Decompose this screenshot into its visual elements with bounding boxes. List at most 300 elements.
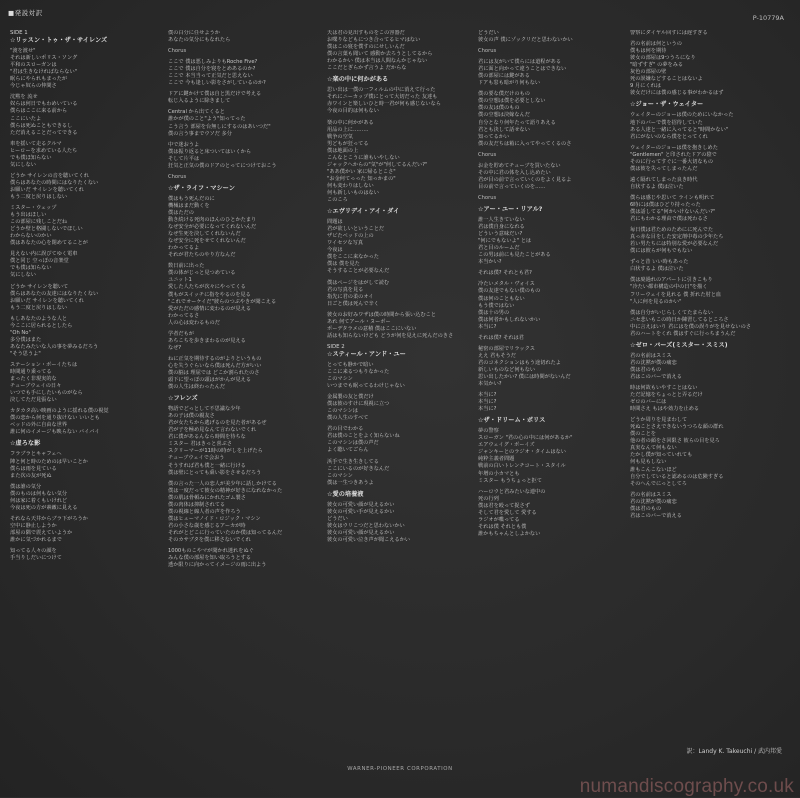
lyric-line: いつまでも眠ってるわけじゃない: [327, 383, 405, 390]
lyric-line: なぜ?: [168, 344, 182, 351]
lyric-line: ワイセツな写真: [327, 240, 364, 247]
chorus-marker: Chorus: [478, 194, 497, 201]
lyric-line: "これでオーケイだ"彼らのつぶやきが聞こえる: [168, 298, 277, 305]
chorus-marker: Chorus: [168, 48, 187, 55]
lyric-line: 時間通り乗ってる: [10, 369, 52, 376]
lyric-line: 話はも知らないけども どうが何を見えに死んだのきさ: [327, 332, 454, 339]
lyric-line: 何も見もしない: [630, 459, 667, 466]
lyric-line: 僕らは雨を見ている: [10, 465, 57, 472]
lyric-line: 楽の中に何かがある: [327, 119, 374, 126]
lyric-line: お願いだ サイレンを聴いてくれ: [10, 186, 84, 193]
catalog-number: P-10779A: [752, 14, 784, 22]
lyric-line: ただ消えることだってできる: [10, 129, 78, 136]
lyric-line: 僕の白分に任せようか: [168, 30, 220, 36]
lyric-line: お願いだ サイレンを聴いてくれ: [10, 297, 84, 304]
lyric-line: もう出はほしい: [10, 212, 47, 219]
lyric-line: ジャンキーとのラジオ・タイムはない: [478, 449, 566, 456]
lyric-line: 頭下に望っぽの頭はがかんが見える: [168, 377, 252, 384]
lyric-line: 金属製の友と僕だけ: [327, 394, 374, 401]
lyric-line: 誰かもちゃんとしよかない: [478, 530, 541, 537]
lyric-line: 赤ワインと楽しいひと時一君が何も感じないなら: [327, 101, 441, 108]
lyric-line: 僕らはここに来る前から: [10, 108, 68, 115]
lyric-line: ここで 今も逢しい影をさがしているのか?: [168, 80, 266, 87]
lyric-line: 僕もは何を期待: [630, 48, 667, 55]
lyric-line: 車を揺いて走るクルマ: [10, 140, 62, 147]
lyric-line: どうか周りを見まわして: [630, 417, 688, 424]
lyric-line: このころ: [327, 197, 348, 204]
lyric-line: 遠く隔れてしまった良き時代: [630, 176, 698, 183]
lyric-line: 君のコネクションはもう途切れたよ: [478, 359, 561, 366]
lyric-line: "暗ずすぎ" の夢をみる: [630, 62, 684, 69]
lyric-line: ここで 僕は自分を寝をとめあるのか?: [168, 66, 256, 73]
lyric-line: こんなとこうに誰もいやしない: [327, 154, 400, 161]
lyric-line: 僕の肌は骨頓みにかれたゴム製さ: [168, 494, 246, 501]
lyric-line: 若い男たちには特別な愛が必要なんだ: [630, 241, 719, 248]
lyric-line: 自分となり何年たって語りあえる: [478, 119, 556, 126]
lyric-line: チューブウェイで会おう: [168, 455, 225, 462]
lyric-line: 僕の友だちは箱に入ってやってくるのさ: [478, 140, 572, 147]
lyric-line: ここにいたよ: [10, 115, 42, 122]
lyric-line: 僕の部屋には鍵がある: [478, 73, 530, 80]
lyric-line: 僕らはあなたの時間にはなりたくない: [10, 179, 99, 186]
lyric-line: "お金何てっった 知っかまの": [327, 175, 396, 182]
lyric-line: ベッドの外に自由な世界: [10, 422, 68, 429]
lyric-line: 君の名前はスミス: [630, 491, 672, 498]
lyric-line: 僕の肉体は抑制されてる: [168, 501, 226, 508]
lyric-line: 死の誤嫌などすることはないよ: [630, 76, 703, 83]
song-title: ☆ザ・ライフ・マシーン: [168, 184, 235, 192]
lyric-line: ドアも窓も暗がり何もない: [478, 80, 541, 87]
lyric-line: 秘密の部屋でリラックス: [478, 345, 535, 352]
lyric-line: 9 月にくれは: [630, 83, 661, 90]
lyric-line: ゼロのバーには: [630, 399, 667, 406]
lyric-line: 僕は何のこともない: [478, 295, 525, 302]
lyric-line: ええ 君もそうだ: [478, 352, 516, 359]
lyric-line: 僕は何者かもしれないかい: [478, 316, 541, 323]
lyric-line: あなたの気分にもなれたら: [168, 37, 231, 44]
lyric-line: このマシンは: [327, 408, 358, 415]
lyric-line: 僕はページをはがして読む: [327, 279, 390, 286]
lyric-line: 本気かい?: [478, 381, 502, 388]
lyric-line: どうだい: [478, 30, 499, 36]
lyric-line: 本当に?: [478, 406, 497, 413]
song-title: ☆愛の培養液: [327, 490, 364, 498]
lyric-line: よく聴いてごらん: [327, 447, 369, 454]
lyric-line: 僕は一度だって彼女の精神が好きになれなかった: [168, 487, 283, 494]
lyric-line: その中に君の体を入し込めたい: [478, 169, 551, 176]
lyric-line: スローガン "君の心の中には何があるか": [478, 435, 573, 442]
lyric-line: "Oh No": [10, 329, 31, 336]
lyric-line: 僕らは死ぬこともできるし: [10, 122, 73, 129]
lyric-line: お金を貯めてチューブを買いたない: [478, 162, 561, 169]
lyric-line: 僕は地面の上: [327, 147, 359, 154]
lyric-line: 僕は壁にとっても乗い影をさせるだろう: [168, 469, 262, 476]
lyric-line: 何も新しいものはない: [327, 189, 379, 196]
lyric-line: 中で迷おうよ: [168, 141, 200, 148]
lyric-line: ウェイターのジョーは僕を抱きしめた: [630, 144, 718, 151]
lyric-line: 本当かい?: [478, 259, 502, 266]
lyric-line: 奴らは何日でもわめいている: [10, 101, 78, 108]
lyric-line: 君はこのバーで消える: [630, 373, 682, 380]
lyric-line: "何にでもないよ" とは: [478, 238, 532, 245]
lyric-line: 日ごと僕は死んで辛く: [327, 300, 379, 307]
lyric-line: それは僕? それは君: [478, 334, 524, 341]
lyric-line: 用品の上に………: [327, 126, 369, 133]
lyric-line: 透か限りに向かってイメージの雨に出よう: [168, 562, 267, 569]
lyric-line: わかってるさ: [168, 312, 200, 319]
lyric-line: そして片平は: [168, 155, 200, 162]
lyric-line: 本当に?: [478, 399, 497, 406]
lyrics-column-2: [168, 30, 314, 569]
lyric-line: 僕はヒューマノイド・ロジック・マシン: [168, 515, 261, 522]
song-title: ☆ザ・ドリーム・ポリス: [478, 417, 546, 425]
lyric-line: 6時には僕はひどり持ったった: [630, 201, 701, 208]
lyric-line: 1000ものこやマが聞かれ迷れをぬぐ: [168, 548, 254, 555]
lyric-line: 僕はただの: [168, 209, 194, 216]
lyric-line: 知ってるかい: [478, 133, 510, 140]
lyric-line: 愛がただの感情に変わるのが見える: [168, 305, 252, 312]
lyric-line: 僕のものは何もない気分: [10, 490, 68, 497]
lyric-line: ねに正気を期待するのがよりというもの: [168, 355, 262, 362]
lyric-line: 平和のスローガンは: [10, 62, 57, 69]
lyric-line: もう二度と戻りはしない: [10, 193, 68, 200]
lyric-line: また次の友が死ぬ: [10, 472, 52, 479]
lyric-line: 機械はまだ動くを: [168, 202, 210, 209]
lyric-line: 白状するよ 僕は泣いた: [630, 266, 684, 273]
lyric-line: "そう思うよ": [10, 350, 41, 357]
lyric-line: この男は前にも見たことがある: [478, 252, 551, 259]
song-title: ☆虚ろな影: [10, 440, 41, 448]
chorus-marker: Chorus: [478, 151, 497, 158]
lyric-line: ジャックへからの"気"が"何してるんだい?": [327, 161, 428, 168]
lyric-line: 何も変わりはしない: [327, 182, 374, 189]
lyric-line: もう二度と戻りはしない: [10, 304, 68, 311]
lyric-line: 男どもが狂ってる: [327, 140, 369, 147]
lyric-line: 彼女の可愛い手が見えるかい: [327, 508, 395, 515]
song-title: ☆エヴリデイ・アイ・ダイ: [327, 208, 400, 216]
lyric-line: 手当りしだいにつけて: [10, 555, 62, 562]
lyric-line: 目の前で言っていくのを……: [478, 183, 546, 190]
lyric-line: ずっと昔 いい時もあった: [630, 259, 689, 266]
lyric-line: 僕の要な僕だけのもの: [478, 91, 530, 98]
lyric-line: ステーション・ボーイたちは: [10, 361, 78, 368]
lyric-line: ポーデタラメの意積 僕はここにいない: [327, 325, 417, 332]
lyric-line: 戦争の空気: [327, 133, 353, 140]
lyric-line: 彼女はウリこつだと思わないかい: [327, 522, 405, 529]
lyric-line: 天は君の見出すものをこの容器だ: [327, 30, 405, 36]
lyric-line: 僕の体がじっと見つめている: [168, 270, 236, 277]
lyric-line: それは僕? それとも君?: [478, 270, 532, 277]
lyric-line: 物語でどっとして不思議な少年: [168, 406, 241, 413]
lyric-line: 彼女の可愛い顔が見えるかい: [327, 529, 395, 536]
lyric-line: 地下のバーで僕を招待していた: [630, 119, 703, 126]
lyric-line: 君に面と向かって違うことはできない: [478, 66, 567, 73]
lyric-line: 多分僕はまた: [10, 336, 42, 343]
lyric-line: 空中に静止しようか: [10, 522, 57, 529]
lyric-line: 君が目の前で言っていくのをよく見るよ: [478, 176, 572, 183]
lyric-line: 君の小さな歳を感じるアーカが時: [168, 522, 246, 529]
lyric-line: 僕は廃過れのアパートに引きこもり: [630, 277, 713, 284]
lyric-line: わからないのかい: [10, 233, 52, 240]
lyric-line: 僕の言葉も聞いて 感動か去ろうとしてるから: [327, 51, 433, 58]
lyric-line: 君はこのバーで消える: [630, 512, 682, 519]
lyric-line: でも僕は知らない: [10, 265, 52, 272]
lyric-line: 浜手で生き生きしてる: [327, 458, 379, 465]
lyric-line: チューブウェイの日々: [10, 383, 62, 390]
lyric-line: 戦前の白いトレンチコート・スタイル: [478, 463, 566, 470]
lyric-line: 僕は彼を失ってしまったんだ: [630, 165, 698, 172]
lyric-line: "渡を渡せ": [10, 48, 36, 55]
lyric-line: 僕のことを: [630, 431, 656, 438]
lyric-line: そのカサブタを僕に移さないでくれ: [168, 537, 251, 543]
lyric-line: この部屋に残しことだね: [10, 219, 68, 226]
lyric-line: 本当に?: [478, 392, 497, 399]
lyric-line: 君のハートをくれ 僕はすぐに行っちまうんだ: [630, 330, 736, 337]
lyric-line: フリーウェイを見れる 僕 折れた肘と血: [630, 291, 722, 298]
lyric-line: 数日前に出った: [168, 263, 205, 270]
lyric-line: 彼女だけには僕の感じる事がわかるはず: [630, 90, 724, 97]
lyric-line: でも僕ほ知らない: [10, 154, 52, 161]
lyric-line: どうか壁と格闘しないでほしい: [10, 226, 83, 233]
lyric-line: 僕の言った一人の恋人が美少年に話しかけてる: [168, 480, 277, 487]
song-title: ☆楽の中に何かがある: [327, 76, 389, 84]
lyric-line: たかし僕が知っていれても: [630, 452, 693, 459]
lyric-line: もしあなたのような人と: [10, 315, 68, 322]
lyric-line: 誰かに気づかれるまで: [10, 537, 62, 543]
lyric-line: なぜ安全に死をせてくれないんだ: [168, 238, 246, 245]
lyric-line: 君には友がいて僕らには道程がある: [478, 59, 562, 66]
lyric-line: 動き続ける死肉のほんのひとかたまり: [168, 217, 257, 224]
lyric-line: いつでも手にしたいものがなら: [10, 390, 83, 397]
lyric-line: そうすることが必要なんだ: [327, 268, 390, 275]
lyric-line: どういう意味だい?: [478, 231, 523, 238]
lyric-line: スクリーマーが11時の時がしを上げたら: [168, 448, 263, 455]
lyric-line: 僕は彼のすけに現視に立つ: [327, 401, 390, 408]
lyric-line: 君の名前は何というの: [630, 41, 682, 48]
lyric-line: 僕はこの寝を僕すのにせしいんだ: [327, 44, 405, 51]
song-title: ☆スティール・アンド・ユー: [327, 350, 406, 358]
lyric-line: 中に言えはいり 君にはを僕の誤りがを見せないのさ: [630, 323, 751, 330]
lyric-line: それにニーカップ僕にとって大切だった 友達も: [327, 94, 438, 101]
lyric-line: 新しいものなど何もない: [478, 366, 536, 373]
lyric-line: ミスター もうちょっと拒て: [478, 477, 542, 484]
lyric-line: ユニット1: [168, 277, 192, 284]
lyric-line: 気にしない: [10, 272, 36, 279]
chorus-marker: Chorus: [168, 173, 187, 180]
lyric-line: 年増の小カマとも: [478, 470, 520, 477]
lyric-line: 見えない内に誤びてゆく電車: [10, 251, 78, 258]
lyric-line: 僕らは感じや思いて ラインも明れて: [630, 194, 715, 201]
lyric-line: 僕と同じ 空っぽの音楽堂: [10, 258, 69, 265]
lyric-line: 君の沈黙が僕の痛恋: [630, 498, 677, 505]
lyric-line: 僕の空想は僕を必要としない: [478, 98, 546, 105]
lyric-line: このマシン: [327, 376, 353, 383]
lyric-line: 僕は自分がいじらしくてたまらない: [630, 309, 714, 316]
lyric-line: なぜ生死を決してくれないんだ: [168, 231, 241, 238]
lyric-line: 思い出は一僕の一フィルムの中に消えて行った: [327, 87, 436, 94]
lyric-line: 僕は振り返ると床ついてはいくから: [168, 148, 252, 155]
lyric-line: ここで 僕は悪しみよりもRoche Five?: [168, 59, 258, 66]
lyric-line: 僕の人生は終わったんだ: [168, 384, 226, 391]
lyric-line: 学者だもが: [168, 330, 194, 337]
lyric-line: 君に僕があるんなら時間を待ちな: [168, 434, 246, 441]
lyric-line: 誰もこんこないほど: [630, 466, 677, 473]
lyric-line: あちこちを歩きまわるのが見える: [168, 337, 246, 344]
lyric-line: 君の写真を見る: [327, 286, 364, 293]
lyric-line: ここに来るつもりなかった: [327, 369, 390, 376]
lyric-line: お喋りなどもにつき合ってるヒマはない: [327, 37, 421, 44]
lyric-line: 僕は一生つきあうよ: [327, 479, 374, 486]
side-label: SIDE 2: [327, 343, 345, 350]
lyric-line: わかるかい 僕は本当は人間なんかじゃない: [327, 58, 428, 65]
side-label: SIDE 1: [10, 30, 28, 36]
lyric-line: 僕の友は僕のもの: [478, 105, 520, 112]
lyric-line: 僕をここに来なかった: [327, 254, 379, 261]
lyric-line: それなら天井からブラ下がろうか: [10, 515, 88, 522]
lyric-line: 指先に君の柔のオイ: [327, 293, 374, 300]
lyric-line: それは新しいポリス・ソング: [10, 55, 78, 62]
lyric-line: まったく非現実的な: [10, 376, 57, 383]
lyric-line: "ああ僕かい 家に帰るとこさ": [327, 168, 396, 175]
lyric-line: そのへんでにっとしてろ: [630, 480, 687, 487]
lyric-line: 真っ赤な目をした安定剤中毒の少年たち: [630, 234, 724, 241]
lyric-line: そうすれば君も僕と一緒に行ける: [168, 462, 246, 469]
lyric-line: 君の目でわかる: [327, 426, 364, 433]
lyric-line: 死ぬことさえできないうつろな顔の群れ: [630, 424, 724, 431]
lyric-line: そして君を愛して 愛する: [478, 509, 537, 516]
lyric-line: 僕の脳は 理屈では どこか割られたのさ: [168, 369, 260, 376]
lyrics-column-4: [478, 30, 624, 538]
lyric-line: 狂気と正気の僕のドアのとってにつけておこう: [168, 162, 277, 169]
lyric-line: "君は生きなければならない": [10, 69, 78, 76]
lyrics-column-3: [327, 30, 473, 544]
lyric-line: 部屋の隅で震えていようか: [10, 529, 73, 536]
lyric-line: 誰一人生きていない: [478, 217, 525, 224]
lyric-line: ここにいるのが好きなんだ: [327, 465, 390, 472]
lyric-line: ザビたベッドの上の: [327, 233, 374, 240]
lyric-line: 誰かが僕のこと"よう"知ってった: [168, 116, 246, 123]
lyric-line: 死の行列: [478, 495, 499, 502]
lyric-line: 今夜の目的は何もない: [327, 108, 379, 115]
lyric-line: みんな僕の部屋を知い取ろうとする: [168, 555, 252, 562]
lyric-line: ニセ悲いもこの時日か陳習してるところさ: [630, 316, 729, 323]
lyric-line: 他の者の顔をさ回限さ 彼らの目を見ろ: [630, 438, 720, 445]
lyric-line: そのに行ってすぐに一番大切なもの: [630, 158, 714, 165]
lyric-line: 沈黙を 流せ: [10, 94, 38, 101]
song-title: ☆ジョー・ザ・ウェイター: [630, 101, 704, 109]
lyric-line: このマシンは僕の声だ: [327, 440, 379, 447]
lyric-line: "Gentlemen" と印されたドアの陰で: [630, 151, 717, 158]
lyric-line: ハーロウと君みたいな連中の: [478, 488, 546, 495]
lyric-line: 君が女たちから逃げるのを見た者があるぜ: [168, 420, 267, 427]
lyric-line: 僕はあなたの心を閉めてることが: [10, 240, 88, 247]
lyric-line: わかってるよ: [168, 245, 200, 252]
lyric-line: 本当に?: [478, 323, 497, 330]
watermark: numandiscography.co.uk: [579, 776, 794, 797]
lyric-line: 警察にダイヤル回すには遅すぎる: [630, 30, 708, 36]
song-title: ☆リッスン・トゥ・ザ・サイレンズ: [10, 37, 108, 45]
lyric-line: カタカタ高い映画のように揺れる僕の視覚: [10, 408, 109, 415]
lyric-line: 君の沈黙が僕の痛恋: [630, 359, 677, 366]
sheet-header-label: ■発説対訳: [8, 9, 43, 17]
lyric-line: 今夜は死の方が素敵に見える: [10, 504, 78, 511]
lyric-line: ここだとぎらかず言うよ だからな: [327, 65, 407, 72]
lyric-line: 今ここに居られるとしたら: [10, 322, 73, 329]
lyric-line: 彼女のお好みワザは僕の時間から張い込むこと: [327, 311, 436, 318]
lyric-line: ウェイターのジョーは僕のためにいなかった: [630, 112, 734, 119]
lyric-line: 自分でしていると認めるのは危険すぎる: [630, 473, 724, 480]
lyric-line: このマシン: [327, 472, 353, 479]
lyric-line: 僕の友達でもない僕のもの: [478, 288, 541, 295]
lyric-line: 彼女の部屋は9つうろになり: [630, 55, 696, 62]
lyric-line: 僕の言う事までウソだ 多分: [168, 130, 232, 137]
lyric-line: 僕は十の男の: [478, 309, 510, 316]
lyric-line: 僕の恋から何を通り抜けない いいとも: [10, 415, 100, 422]
lyric-line: 純粋主義者問題: [478, 456, 515, 463]
lyric-line: 冷たいメタル・ヴォイス: [478, 281, 535, 288]
lyric-line: 灰色の部屋の壁: [630, 69, 667, 76]
song-title: ☆フレンズ: [168, 395, 198, 403]
lyric-line: Central から出てくると: [168, 109, 225, 116]
lyric-line: 彼女の可愛い顔が見えるかい: [327, 501, 395, 508]
lyric-line: 僕は君を殴って捉さず: [478, 502, 530, 509]
lyric-line: 僕は君のもの: [630, 505, 662, 512]
lyric-line: 夢の警察: [478, 428, 499, 435]
lyric-line: こう言う 部屋を台無しにするのはあいつだ": [168, 123, 271, 130]
lyric-line: 問題は: [327, 219, 343, 226]
lyric-line: 僕の人生のすべて: [327, 415, 369, 422]
lyric-line: なぜ安全が必要になってくれないんだ: [168, 224, 257, 231]
lyric-line: 毎日僕は君ためのためにに死んでた: [630, 227, 714, 234]
song-title: ☆アー・ユー・リアル?: [478, 205, 543, 213]
lyric-line: 時は何故もいやすことはない: [630, 385, 698, 392]
translation-credits: 訳：Landy K. Takeuchi / 武内邦愛: [686, 748, 782, 755]
lyric-line: "人に何を見るのかい": [630, 298, 682, 305]
lyric-line: 君と目のルームだ: [478, 245, 520, 252]
lyric-line: "冷たい都市構造の中の日"を描く: [630, 284, 708, 291]
lyric-line: 誰に何のイメージも映らない バイバイ: [10, 429, 100, 436]
lyrics-column-1: [10, 30, 156, 562]
lyric-line: 君とも決して話せない: [478, 126, 530, 133]
lyric-line: ただ記憶をちょっとと弄るだけ: [630, 392, 703, 399]
lyric-line: 君は僕自身になれる: [478, 224, 525, 231]
lyric-line: 僕はもう死んだのに: [168, 195, 215, 202]
lyric-line: どうか サイレンの音を聴いてくれ: [10, 172, 89, 179]
lyric-line: 真実なんて何もない: [630, 445, 677, 452]
lyric-line: ラジオが喋ってる: [478, 516, 520, 523]
lyric-line: ミスター・ウェップ: [10, 205, 57, 212]
lyric-line: 僕は君のもの: [630, 366, 662, 373]
lyric-line: 僕の空想は決嫁なんだ: [478, 112, 530, 119]
lyric-line: フラブラとキャフェヘ: [10, 451, 62, 458]
lyric-line: ある人達と一緒に入ってると"時間かない": [630, 126, 729, 133]
lyric-line: 眠らにやられもまったが: [10, 76, 68, 83]
lyric-line: あなたみたいな人の事を夢みるだろう: [10, 343, 99, 350]
lyric-line: 君にもわかる理由で僕は死わるさ: [630, 216, 708, 223]
lyric-line: 今夜は: [327, 247, 343, 254]
lyric-line: 彼女の可愛い泣き声が聞こえるかい: [327, 537, 411, 543]
lyric-line: 僕は誰の気分: [10, 483, 42, 490]
lyric-line: 転じ入るように除きまして: [168, 98, 231, 105]
lyric-line: 心を失うぐらいなら僕は死んだ方がいい: [168, 362, 262, 369]
lyric-line: 僕は 僕を見た: [327, 261, 360, 268]
lyric-line: 陣と何と時のためのは早いことか: [10, 458, 88, 465]
lyric-line: どうだい: [327, 515, 348, 522]
lyric-line: もう僕ではない: [478, 302, 515, 309]
lyric-line: 気にしない: [10, 161, 36, 168]
lyric-line: 知ってる人々の顔を: [10, 548, 57, 555]
lyric-line: 愛した人たちが次々にやってくる: [168, 284, 246, 291]
